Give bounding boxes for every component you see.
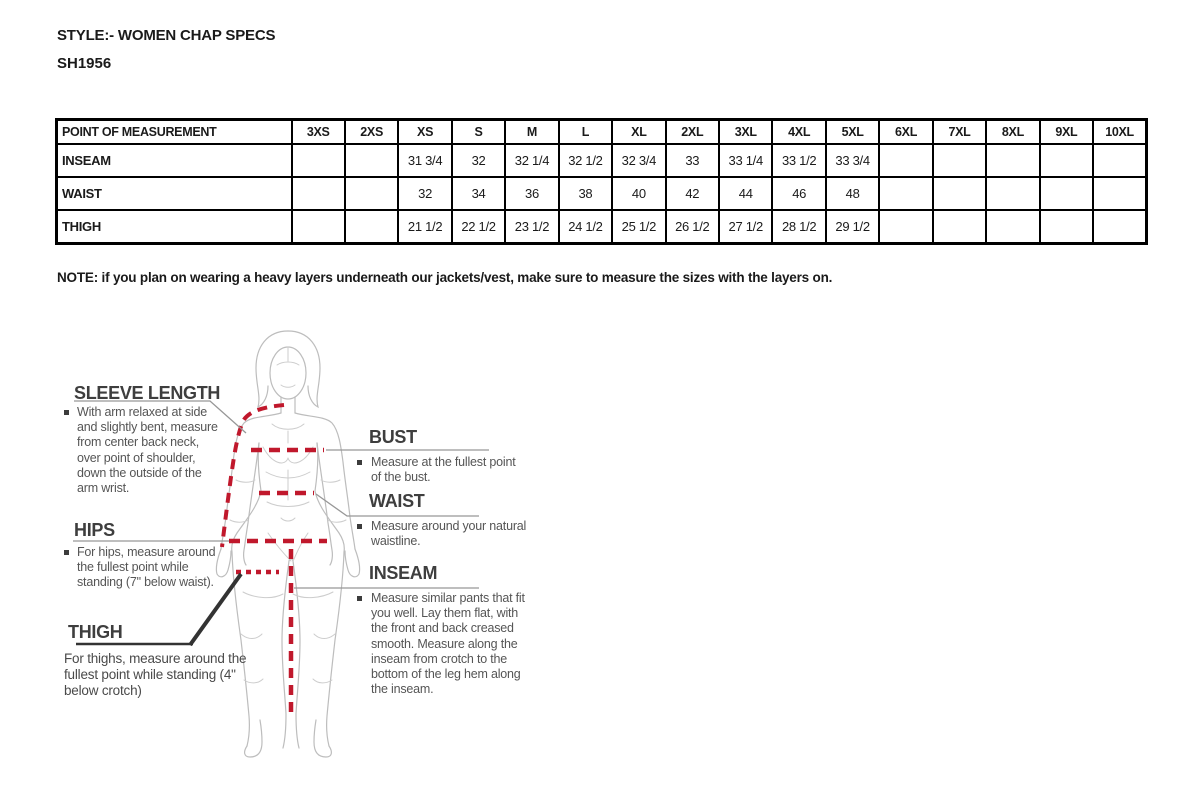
inseam-heading: INSEAM (369, 563, 438, 583)
table-cell: 32 1/4 (505, 144, 558, 177)
column-header: 10XL (1093, 120, 1146, 145)
table-cell: 32 (398, 177, 451, 210)
table-cell: 32 (452, 144, 505, 177)
column-header: 8XL (986, 120, 1039, 145)
table-cell (1040, 177, 1093, 210)
table-cell: 23 1/2 (505, 210, 558, 244)
table-cell (345, 177, 398, 210)
table-cell (1093, 210, 1146, 244)
table-cell (879, 144, 932, 177)
column-header: S (452, 120, 505, 145)
table-cell: 29 1/2 (826, 210, 879, 244)
bullet-square-icon (64, 410, 69, 415)
table-cell (879, 210, 932, 244)
column-header: 4XL (772, 120, 825, 145)
table-cell (986, 177, 1039, 210)
row-label-thigh: THIGH (57, 210, 292, 244)
table-cell: 46 (772, 177, 825, 210)
bullet-square-icon (64, 550, 69, 555)
size-chart-table (55, 118, 1148, 245)
table-cell: 22 1/2 (452, 210, 505, 244)
table-cell: 40 (612, 177, 665, 210)
row-label-waist: WAIST (57, 177, 292, 210)
sleeve-length-instructions: With arm relaxed at side and slightly bent, measure from center back neck, over point of shoulder, down the outside of the arm wrist. (77, 405, 218, 496)
table-cell (292, 177, 345, 210)
note-text: NOTE: if you plan on wearing a heavy layers underneath our jackets/vest, make sure to measure the sizes with the layers on. (57, 270, 833, 285)
waist-heading: WAIST (369, 491, 425, 511)
table-cell (345, 210, 398, 244)
table-cell: 33 3/4 (826, 144, 879, 177)
table-cell: 24 1/2 (559, 210, 612, 244)
table-cell (1093, 177, 1146, 210)
column-header: 9XL (1040, 120, 1093, 145)
table-cell (933, 210, 986, 244)
thigh-instructions: For thighs, measure around the fullest point while standing (4" below crotch) (64, 651, 247, 698)
table-cell: 31 3/4 (398, 144, 451, 177)
hips-heading: HIPS (74, 520, 115, 540)
body-figure-contours (230, 347, 346, 683)
hips-instructions: For hips, measure around the fullest point while standing (7" below waist). (77, 545, 216, 590)
sleeve-measure-line (222, 405, 284, 547)
table-row-thigh (57, 210, 1147, 244)
style-code: SH1956 (57, 55, 112, 72)
table-cell: 27 1/2 (719, 210, 772, 244)
column-header: XS (398, 120, 451, 145)
column-header: 3XL (719, 120, 772, 145)
table-cell: 26 1/2 (666, 210, 719, 244)
thigh-heading: THIGH (68, 622, 123, 642)
bust-instructions: Measure at the fullest point of the bust. (371, 455, 516, 485)
table-cell: 32 3/4 (612, 144, 665, 177)
column-header: M (505, 120, 558, 145)
table-cell (1040, 210, 1093, 244)
table-cell (933, 144, 986, 177)
table-cell: 33 1/2 (772, 144, 825, 177)
bullet-square-icon (357, 524, 362, 529)
table-row-inseam (57, 144, 1147, 177)
table-cell: 33 (666, 144, 719, 177)
table-cell (986, 144, 1039, 177)
table-cell (292, 144, 345, 177)
table-cell: 28 1/2 (772, 210, 825, 244)
table-cell (933, 177, 986, 210)
table-cell: 38 (559, 177, 612, 210)
table-cell: 32 1/2 (559, 144, 612, 177)
table-cell: 25 1/2 (612, 210, 665, 244)
bullet-square-icon (357, 596, 362, 601)
table-cell (879, 177, 932, 210)
table-cell: 34 (452, 177, 505, 210)
column-header: 6XL (879, 120, 932, 145)
table-cell (1093, 144, 1146, 177)
waist-instructions: Measure around your natural waistline. (371, 519, 527, 549)
column-header: 2XL (666, 120, 719, 145)
column-header: XL (612, 120, 665, 145)
row-label-inseam: INSEAM (57, 144, 292, 177)
table-cell (345, 144, 398, 177)
table-cell: 21 1/2 (398, 210, 451, 244)
table-cell (986, 210, 1039, 244)
column-header: 2XS (345, 120, 398, 145)
bust-heading: BUST (369, 427, 417, 447)
sleeve-length-heading: SLEEVE LENGTH (74, 383, 221, 403)
column-header: 5XL (826, 120, 879, 145)
column-header: 7XL (933, 120, 986, 145)
column-header: 3XS (292, 120, 345, 145)
table-cell: 33 1/4 (719, 144, 772, 177)
table-cell: 44 (719, 177, 772, 210)
page-title: STYLE:- WOMEN CHAP SPECS (57, 27, 276, 44)
table-cell: 42 (666, 177, 719, 210)
table-header-row (57, 120, 1147, 145)
table-row-waist (57, 177, 1147, 210)
table-cell (292, 210, 345, 244)
column-header: L (559, 120, 612, 145)
table-cell (1040, 144, 1093, 177)
bullet-square-icon (357, 460, 362, 465)
table-cell: 48 (826, 177, 879, 210)
inseam-instructions: Measure similar pants that fit you well. Lay them flat, with the front and back creased smooth. Measure along the inseam from crotch to the bottom of the leg hem along the inseam. (371, 591, 525, 697)
column-header-point-of-measurement: POINT OF MEASUREMENT (57, 120, 292, 145)
table-cell: 36 (505, 177, 558, 210)
